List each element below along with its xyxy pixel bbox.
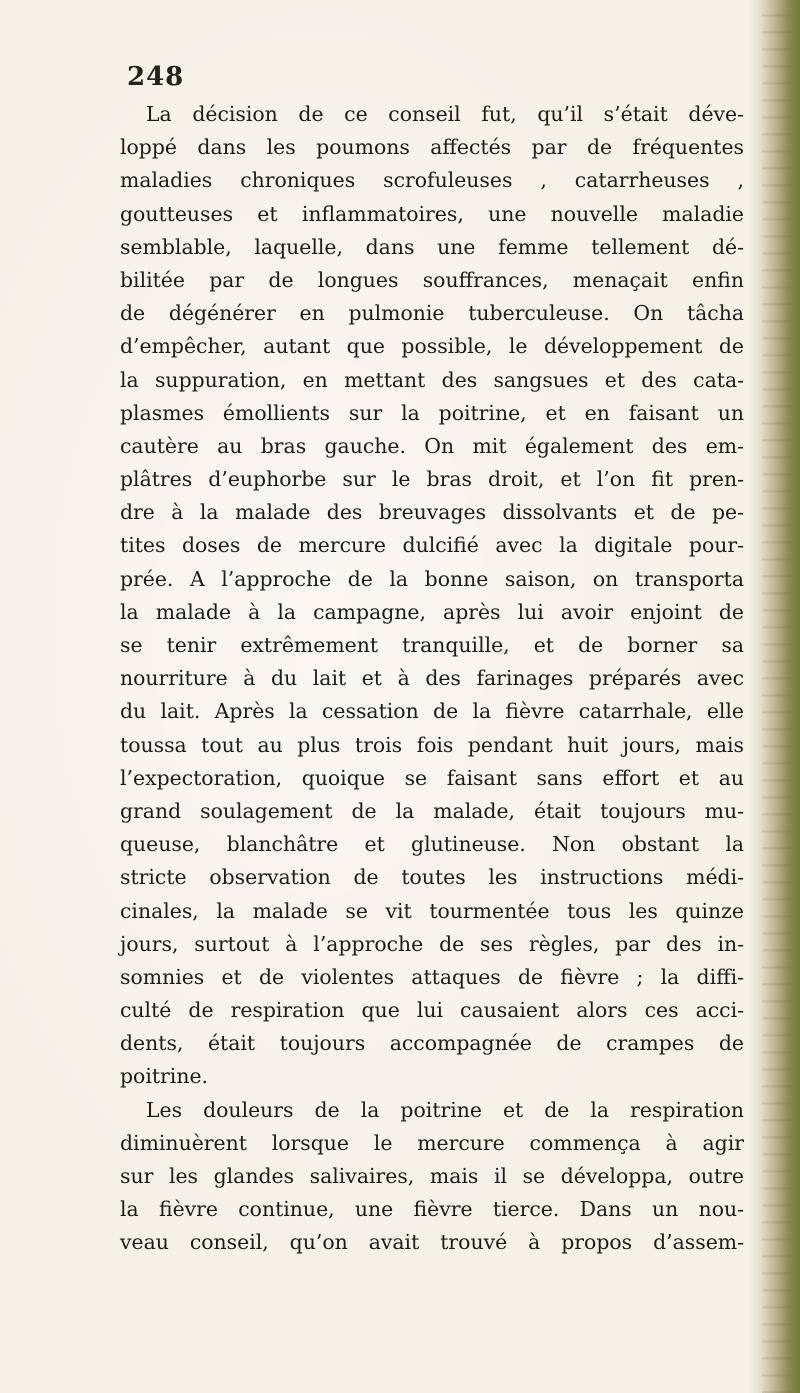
text-line: de dégénérer en pulmonie tuberculeuse. On tâcha — [120, 301, 744, 326]
text-line: la suppuration, en mettant des sangsues et des cata- — [120, 367, 744, 392]
text-line: prée. A l’approche de la bonne saison, on transporta — [120, 566, 744, 591]
text-line: bilitée par de longues souffrances, menaçait enfin — [120, 267, 744, 292]
text-line: semblable, laquelle, dans une femme tellement dé- — [120, 234, 744, 259]
text-line: jours, surtout à l’approche de ses règles, par des in- — [120, 931, 744, 956]
text-line: dre à la malade des breuvages dissolvants et de pe- — [120, 500, 744, 525]
text-line: l’expectoration, quoique se faisant sans effort et au — [120, 765, 744, 790]
text-line: plâtres d’euphorbe sur le bras droit, et l’on fit pren- — [120, 467, 744, 492]
text-line: plasmes émollients sur la poitrine, et en faisant un — [120, 400, 744, 425]
text-line: la fièvre continue, une fièvre tierce. Dans un nou- — [120, 1197, 744, 1222]
text-line: la malade à la campagne, après lui avoir enjoint de — [120, 599, 744, 624]
body-text — [120, 98, 744, 1260]
text-line: queuse, blanchâtre et glutineuse. Non obstant la — [120, 832, 744, 857]
text-line: nourriture à du lait et à des farinages préparés avec — [120, 666, 744, 691]
text-line: loppé dans les poumons affectés par de fréquentes — [120, 135, 744, 160]
text-line: toussa tout au plus trois fois pendant huit jours, mais — [120, 732, 744, 757]
text-line: dents, était toujours accompagnée de crampes de — [120, 1031, 744, 1056]
text-line: cinales, la malade se vit tourmentée tous les quinze — [120, 898, 744, 923]
text-line: grand soulagement de la malade, était toujours mu- — [120, 798, 744, 823]
text-line: stricte observation de toutes les instructions médi- — [120, 865, 744, 890]
text-line: poitrine. — [120, 1064, 208, 1089]
text-line: cautère au bras gauche. On mit également des em- — [120, 433, 744, 458]
text-line: maladies chroniques scrofuleuses , catarrheuses , — [120, 168, 744, 193]
text-line: sur les glandes salivaires, mais il se développa, outre — [120, 1164, 744, 1188]
text-line: d’empêcher, autant que possible, le développement de — [120, 334, 744, 359]
text-line: culté de respiration que lui causaient alors ces acci- — [120, 998, 744, 1023]
page-edge-texture — [762, 0, 792, 1393]
text-line: veau conseil, qu’on avait trouvé à propos d’assem- — [120, 1230, 744, 1255]
text-line: du lait. Après la cessation de la fièvre catarrhale, elle — [120, 699, 744, 724]
text-line: tites doses de mercure dulcifié avec la digitale pour- — [120, 533, 744, 558]
text-line: goutteuses et inflammatoires, une nouvelle maladie — [120, 201, 744, 226]
page-number: 248 — [127, 62, 185, 92]
text-line: Les douleurs de la poitrine et de la respiration — [146, 1097, 744, 1122]
text-line: La décision de ce conseil fut, qu’il s’était déve- — [146, 102, 744, 126]
text-line: diminuèrent lorsque le mercure commença à agir — [120, 1130, 744, 1155]
text-line: somnies et de violentes attaques de fièvre ; la diffi- — [120, 964, 744, 989]
text-line: se tenir extrêmement tranquille, et de borner sa — [120, 633, 744, 657]
